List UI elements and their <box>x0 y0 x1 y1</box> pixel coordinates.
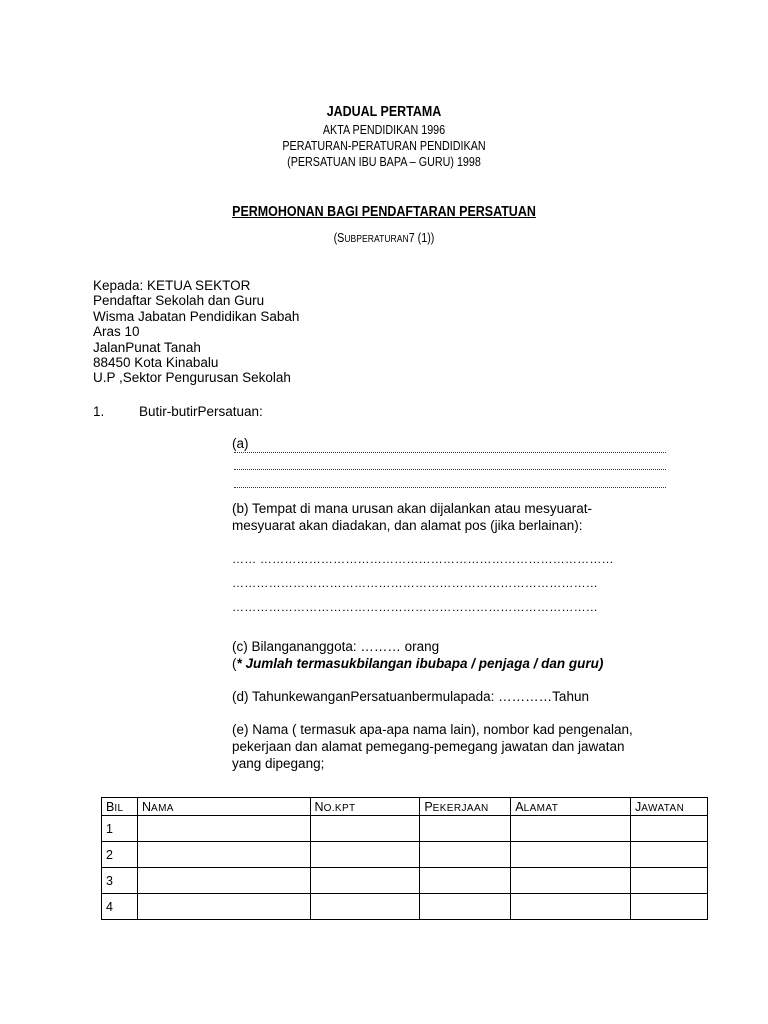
address-line: Kepada: KETUA SEKTOR <box>93 278 251 293</box>
cell-nama[interactable] <box>137 894 310 920</box>
cell-jawatan[interactable] <box>631 868 708 894</box>
row-number: 4 <box>102 894 138 920</box>
item-a-fill-line-1[interactable] <box>234 452 666 453</box>
item-a-label: (a) <box>232 436 249 451</box>
item-b-text-line-1: (b) Tempat di mana urusan akan dijalankan atau mesyuarat- <box>232 501 592 516</box>
item-b-fill-line-3[interactable]: ……………………………………………………………………………… <box>232 600 598 614</box>
item-b-text-line-2: mesyuarat akan diadakan, dan alamat pos (jika berlainan): <box>232 518 583 533</box>
cell-pekerjaan[interactable] <box>420 816 511 842</box>
column-header-bil: BIL <box>102 798 138 816</box>
item-a-fill-line-2[interactable] <box>234 469 666 470</box>
cell-alamat[interactable] <box>511 816 631 842</box>
item-c-note-open: ( <box>232 656 237 671</box>
address-line: 88450 Kota Kinabalu <box>93 355 219 371</box>
section-label: Butir-butirPersatuan: <box>139 404 263 419</box>
address-line: U.P ,Sektor Pengurusan Sekolah <box>93 370 291 386</box>
item-c-member-count: (c) Bilangananggota: ……… orang <box>232 639 440 654</box>
regulations-name: PERATURAN-PERATURAN PENDIDIKAN <box>282 139 486 153</box>
association-name: (PERSATUAN IBU BAPA – GURU) 1998 <box>287 155 481 169</box>
table-row <box>102 868 708 894</box>
column-header-pekerjaan: PEKERJAAN <box>420 798 511 816</box>
cell-jawatan[interactable] <box>631 816 708 842</box>
table-header-row <box>102 798 708 816</box>
column-header-alamat: ALAMAT <box>511 798 631 816</box>
cell-alamat[interactable] <box>511 842 631 868</box>
cell-nama[interactable] <box>137 842 310 868</box>
table-row <box>102 842 708 868</box>
cell-no-kpt[interactable] <box>310 842 420 868</box>
table-row <box>102 816 708 842</box>
cell-pekerjaan[interactable] <box>420 842 511 868</box>
address-line: Pendaftar Sekolah dan Guru <box>93 293 265 309</box>
cell-nama[interactable] <box>137 868 310 894</box>
column-header-jawatan: JAWATAN <box>631 798 708 816</box>
row-number: 3 <box>102 868 138 894</box>
cell-pekerjaan[interactable] <box>420 894 511 920</box>
form-heading: PERMOHONAN BAGI PENDAFTARAN PERSATUAN <box>232 204 536 220</box>
item-e-text-line-2: pekerjaan dan alamat pemegang-pemegang jawatan dan jawatan <box>232 739 625 754</box>
item-e-text-line-1: (e) Nama ( termasuk apa-apa nama lain), nombor kad pengenalan, <box>232 722 633 737</box>
row-number: 2 <box>102 842 138 868</box>
address-line: JalanPunat Tanah <box>93 339 201 355</box>
cell-alamat[interactable] <box>511 868 631 894</box>
subref-smallcaps: UBPERATURAN <box>344 234 409 245</box>
column-header-nama: NAMA <box>137 798 310 816</box>
row-number: 1 <box>102 816 138 842</box>
cell-no-kpt[interactable] <box>310 894 420 920</box>
sub-regulation-reference <box>54 231 714 245</box>
item-c-note <box>232 655 603 672</box>
cell-alamat[interactable] <box>511 894 631 920</box>
cell-jawatan[interactable] <box>631 842 708 868</box>
office-bearers-table <box>101 797 708 920</box>
item-b-fill-line-2[interactable]: ……………………………………………………………………………… <box>232 576 598 590</box>
act-name: AKTA PENDIDIKAN 1996 <box>322 123 446 137</box>
cell-jawatan[interactable] <box>631 894 708 920</box>
cell-pekerjaan[interactable] <box>420 868 511 894</box>
item-d-financial-year: (d) TahunkewanganPersatuanbermulapada: …………Tahun <box>232 689 589 704</box>
item-b-fill-line-1[interactable]: …… …………………………………………………………………………… <box>232 552 614 566</box>
section-number: 1. <box>93 404 105 419</box>
cell-no-kpt[interactable] <box>310 868 420 894</box>
cell-nama[interactable] <box>137 816 310 842</box>
item-e-text-line-3: yang dipegang; <box>232 756 325 771</box>
item-a-fill-line-3[interactable] <box>234 487 666 488</box>
address-line: Wisma Jabatan Pendidikan Sabah <box>93 308 300 324</box>
recipient-address <box>93 278 299 386</box>
cell-no-kpt[interactable] <box>310 816 420 842</box>
table-row <box>102 894 708 920</box>
item-c-note-text: * Jumlah termasukbilangan ibubapa / penjaga / dan guru) <box>236 656 604 671</box>
subref-rest: 7 (1)) <box>408 231 435 245</box>
schedule-title: JADUAL PERTAMA <box>326 104 442 120</box>
column-header-no-kpt: NO.KPT <box>310 798 420 816</box>
subref-open: (S <box>333 231 345 245</box>
address-line: Aras 10 <box>93 324 140 340</box>
